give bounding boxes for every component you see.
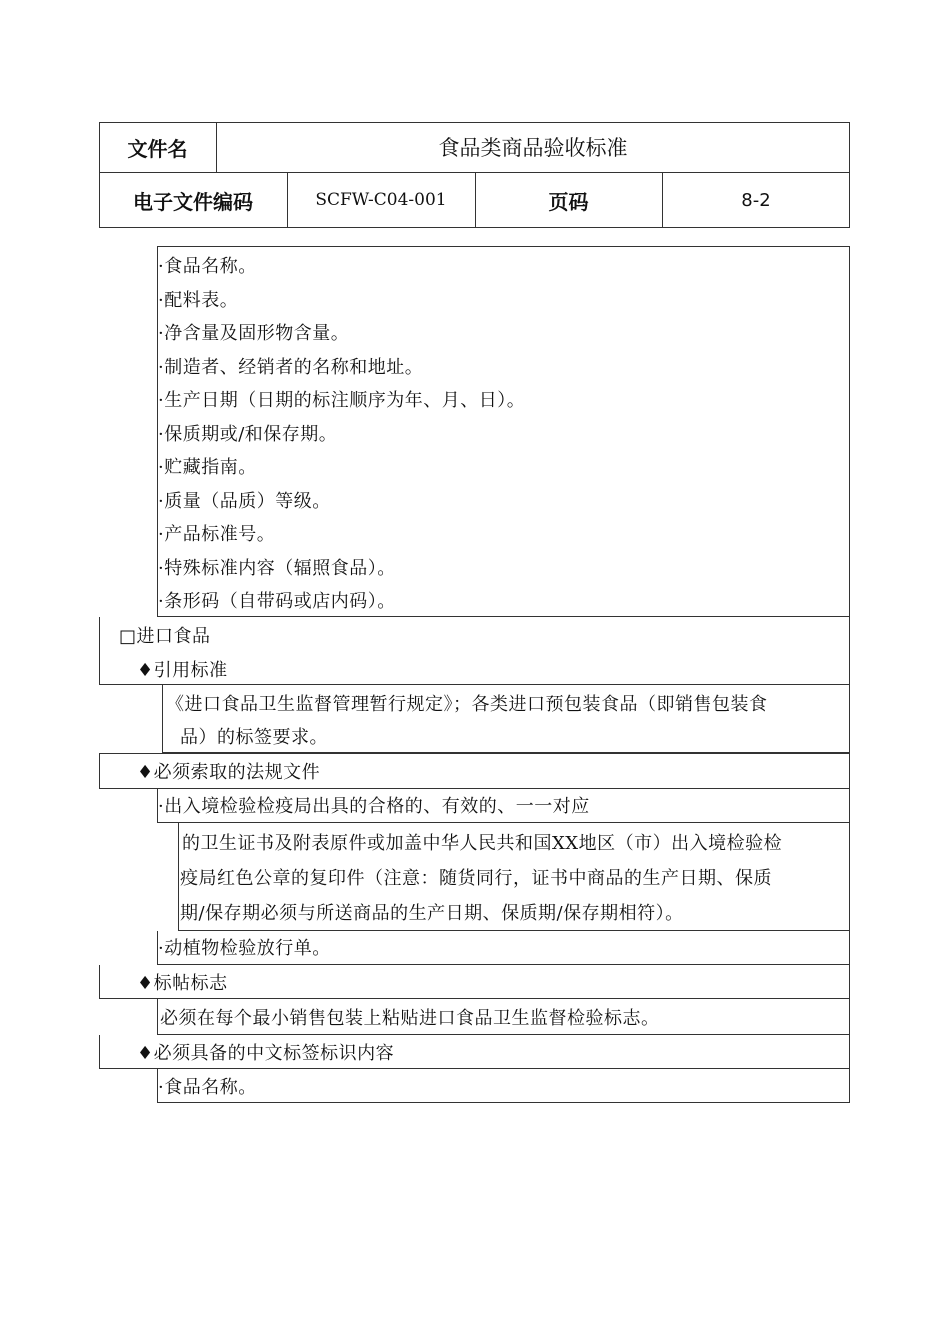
list-item: · 食品名称。	[158, 250, 257, 284]
required-docs-detail: 的卫生证书及附表原件或加盖中华人民共和国XX地区（市）出入境检验检	[182, 833, 783, 854]
inspection-mark-heading: ♦标帖标志	[137, 973, 228, 994]
imported-food-checkbox: □进口食品	[119, 626, 211, 647]
reference-standard-heading: ♦引用标准	[137, 660, 228, 681]
list-item: · 保质期或/和保存期。	[158, 418, 337, 452]
chinese-label-heading: ♦必须具备的中文标签标识内容	[137, 1043, 395, 1064]
list-item: · 特殊标准内容（辐照食品）。	[158, 552, 396, 586]
list-item: · 动植物检验放行单。	[158, 932, 331, 966]
required-docs-heading: ♦必须索取的法规文件	[137, 762, 321, 783]
required-docs-detail: 期/保存期必须与所送商品的生产日期、保质期/保存期相符）。	[180, 903, 684, 924]
file-code-label: 电子文件编码	[133, 189, 253, 214]
list-item: · 产品标准号。	[158, 518, 275, 552]
list-item: · 食品名称。	[158, 1071, 257, 1105]
file-code-value: SCFW-C04-001	[315, 190, 447, 210]
inspection-mark-text: 必须在每个最小销售包装上粘贴进口食品卫生监督检验标志。	[160, 1008, 660, 1029]
required-docs-detail: 疫局红色公章的复印件（注意：随货同行，证书中商品的生产日期、保质	[180, 868, 772, 889]
page-number: 8-2	[741, 189, 771, 211]
list-item: · 配料表。	[158, 284, 238, 318]
list-item: · 出入境检验检疫局出具的合格的、有效的、一一对应	[158, 790, 590, 824]
list-item: · 质量（品质）等级。	[158, 485, 331, 519]
list-item: · 贮藏指南。	[158, 451, 257, 485]
reference-standard-text: 品）的标签要求。	[180, 727, 328, 748]
list-item: · 生产日期（日期的标注顺序为年、月、日）。	[158, 384, 525, 418]
list-item: · 净含量及固形物含量。	[158, 317, 349, 351]
file-name-label: 文件名	[127, 136, 188, 161]
reference-standard-text: 《进口食品卫生监督管理暂行规定》；各类进口预包装食品（即销售包装食	[166, 694, 768, 715]
list-item: · 条形码（自带码或店内码）。	[158, 585, 396, 619]
chinese-label-item-box	[157, 1069, 850, 1103]
document-title: 食品类商品验收标准	[438, 136, 628, 160]
list-item: · 制造者、经销者的名称和地址。	[158, 351, 423, 385]
page-label: 页码	[548, 189, 589, 214]
